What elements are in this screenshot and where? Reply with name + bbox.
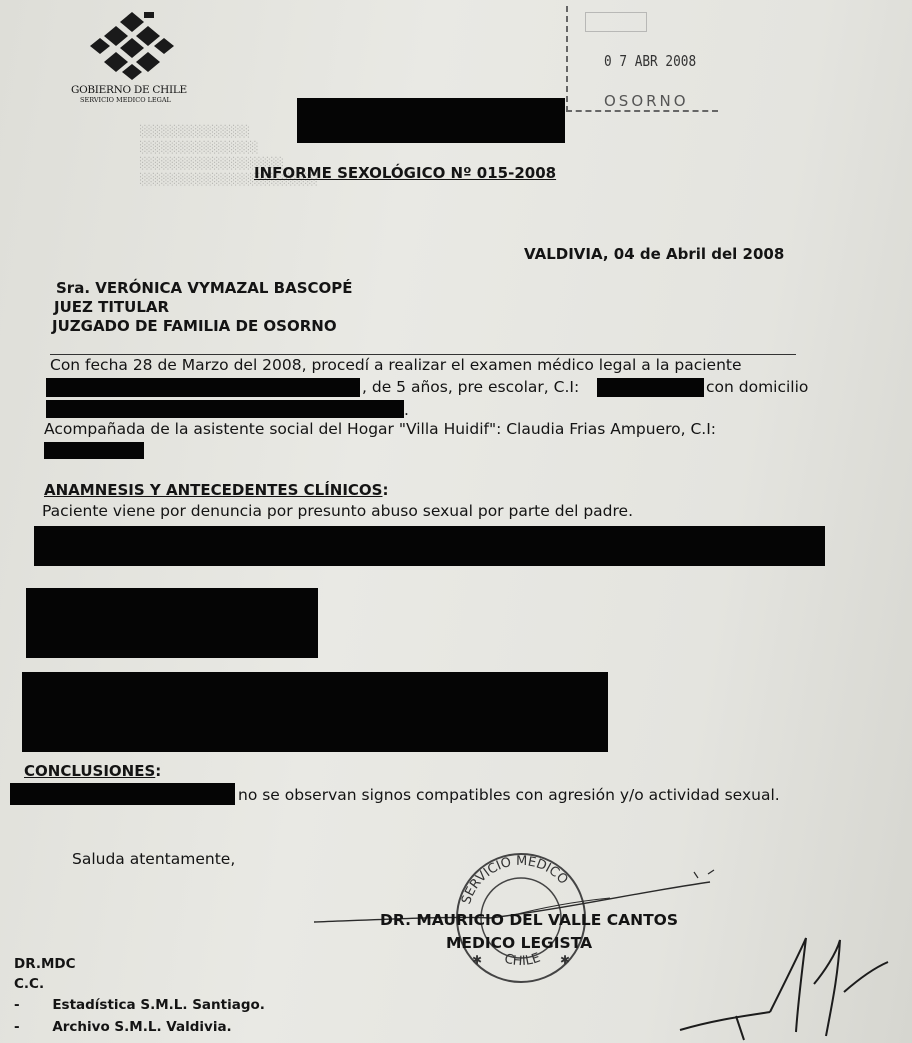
intro-age-text: , de 5 años, pre escolar, C.I:: [362, 378, 580, 396]
seal-bottom-text: [503, 950, 543, 969]
redaction-companion-id: [44, 442, 144, 459]
redaction-block-2: [26, 588, 318, 658]
recipient-name: Sra. VERÓNICA VYMAZAL BASCOPÉ: [56, 279, 353, 297]
recipient-court: JUZGADO DE FAMILIA DE OSORNO: [52, 317, 337, 335]
government-logo-icon: [86, 8, 182, 84]
footer-cc-item: [14, 1019, 232, 1035]
recipient-title: JUEZ TITULAR: [54, 298, 170, 316]
stamp-city: OSORNO: [604, 92, 689, 110]
footer-cc-item: [14, 997, 265, 1013]
stamp-smudge: [585, 12, 647, 32]
anamnesis-text: Paciente viene por denuncia por presunto abuso sexual por parte del padre.: [42, 502, 634, 520]
seal-bottom-path: CHILE: [502, 950, 543, 970]
intro-address-text: con domicilio: [706, 378, 809, 396]
footer-cc: C.C.: [14, 976, 45, 992]
seal-top-path: SERVICIO MEDICO: [459, 853, 571, 907]
redaction-id: [597, 378, 704, 397]
svg-text:✱: ✱: [472, 953, 483, 967]
cc-bullet: -: [14, 997, 20, 1013]
conclusions-colon: :: [155, 762, 162, 780]
redaction-block-3: [22, 672, 608, 752]
closing-salutation: Saluda atentamente,: [72, 850, 236, 868]
footer-initials: DR.MDC: [14, 956, 76, 972]
cc-item-text: Estadística S.M.L. Santiago.: [52, 997, 265, 1013]
handwritten-signature: [674, 932, 912, 1043]
signer-name: DR. MAURICIO DEL VALLE CANTOS: [380, 911, 678, 929]
svg-text:✱: ✱: [560, 953, 571, 967]
cc-item-text: Archivo S.M.L. Valdivia.: [52, 1019, 232, 1035]
redaction-block-1: [34, 526, 825, 566]
anamnesis-heading-wrap: [44, 481, 389, 499]
conclusions-heading-wrap: [24, 762, 161, 780]
bleed-through-text: ░░░░░░░░░░░░░ ░░░░░░░░░░░░░░ ░░░░░░░░░░░░░░░░░ ░░░░░░░░░░░░░░░░░░░░░: [140, 125, 318, 186]
report-title: INFORME SEXOLÓGICO Nº 015-2008: [254, 164, 557, 182]
conclusions-text: no se observan signos compatibles con agresión y/o actividad sexual.: [238, 786, 780, 804]
anamnesis-colon: :: [382, 481, 389, 499]
cc-bullet: -: [14, 1019, 20, 1035]
redaction-patient-name: [46, 378, 360, 397]
intro-line-companion: Acompañada de la asistente social del Hogar "Villa Huidif": Claudia Frias Ampuero, C.I:: [44, 420, 717, 438]
anamnesis-heading: ANAMNESIS Y ANTECEDENTES CLÍNICOS: [44, 481, 383, 499]
place-date: VALDIVIA, 04 de Abril del 2008: [524, 245, 785, 263]
intro-period: .: [404, 401, 409, 419]
letterhead-service: SERVICIO MEDICO LEGAL: [80, 96, 171, 104]
redaction-box: [297, 98, 565, 143]
redaction-address: [46, 400, 404, 418]
intro-line-1: Con fecha 28 de Marzo del 2008, procedí a realizar el examen médico legal a la paciente: [50, 356, 742, 374]
letterhead-org: GOBIERNO DE CHILE: [71, 84, 187, 96]
signer-role: MEDICO LEGISTA: [446, 934, 593, 952]
separator-line: [50, 354, 796, 355]
stamp-date: 0 7 ABR 2008: [604, 52, 697, 70]
redaction-conclusion-subject: [10, 783, 235, 805]
conclusions-heading: CONCLUSIONES: [24, 762, 156, 780]
